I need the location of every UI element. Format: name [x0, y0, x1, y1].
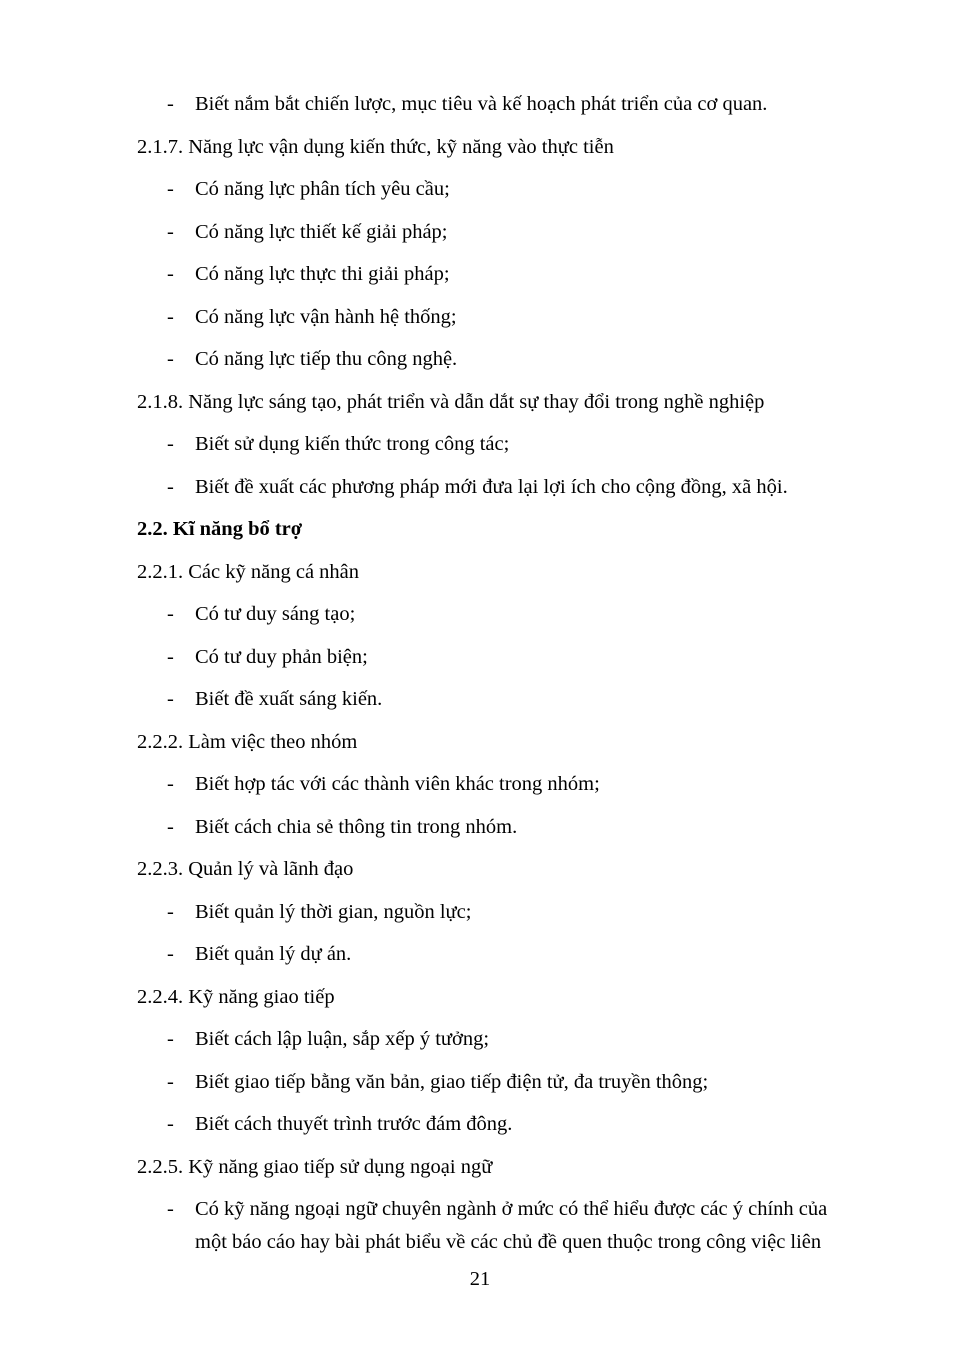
section-heading: 2.2. Kĩ năng bổ trợ	[137, 518, 303, 540]
bullet-dash: -	[167, 816, 174, 838]
list-item: Biết quản lý thời gian, nguồn lực;	[195, 901, 472, 923]
bullet-dash: -	[167, 476, 174, 498]
list-item: Biết nắm bắt chiến lược, mục tiêu và kế hoạch phát triển của cơ quan.	[195, 93, 768, 115]
bullet-dash: -	[167, 688, 174, 710]
list-item: Biết quản lý dự án.	[195, 943, 352, 965]
subsection-heading: 2.2.2. Làm việc theo nhóm	[137, 731, 358, 753]
list-item: Biết cách chia sẻ thông tin trong nhóm.	[195, 816, 518, 838]
bullet-dash: -	[167, 1113, 174, 1135]
list-item: Biết cách thuyết trình trước đám đông.	[195, 1113, 513, 1135]
subsection-heading: 2.2.1. Các kỹ năng cá nhân	[137, 561, 360, 583]
list-item: Biết đề xuất sáng kiến.	[195, 688, 383, 710]
list-item-continuation: một báo cáo hay bài phát biểu về các chủ đề quen thuộc trong công việc liên	[195, 1231, 822, 1253]
list-item: Có kỹ năng ngoại ngữ chuyên ngành ở mức có thể hiểu được các ý chính của	[195, 1198, 828, 1220]
bullet-dash: -	[167, 93, 174, 115]
list-item: Biết cách lập luận, sắp xếp ý tưởng;	[195, 1028, 490, 1050]
list-item: Biết sử dụng kiến thức trong công tác;	[195, 433, 510, 455]
list-item: Biết đề xuất các phương pháp mới đưa lại lợi ích cho cộng đồng, xã hội.	[195, 476, 788, 498]
subsection-heading: 2.2.3. Quản lý và lãnh đạo	[137, 858, 354, 880]
bullet-dash: -	[167, 901, 174, 923]
list-item: Có năng lực phân tích yêu cầu;	[195, 178, 450, 200]
list-item: Biết giao tiếp bằng văn bản, giao tiếp điện tử, đa truyền thông;	[195, 1071, 709, 1093]
list-item: Có tư duy phản biện;	[195, 646, 368, 668]
bullet-dash: -	[167, 773, 174, 795]
subsection-heading: 2.1.8. Năng lực sáng tạo, phát triển và dẫn dắt sự thay đổi trong nghề nghiệp	[137, 391, 765, 413]
list-item: Có tư duy sáng tạo;	[195, 603, 356, 625]
bullet-dash: -	[167, 348, 174, 370]
bullet-dash: -	[167, 943, 174, 965]
subsection-heading: 2.2.5. Kỹ năng giao tiếp sử dụng ngoại ngữ	[137, 1156, 493, 1178]
bullet-dash: -	[167, 646, 174, 668]
bullet-dash: -	[167, 178, 174, 200]
bullet-dash: -	[167, 263, 174, 285]
bullet-dash: -	[167, 603, 174, 625]
list-item: Có năng lực thực thi giải pháp;	[195, 263, 450, 285]
list-item: Biết hợp tác với các thành viên khác trong nhóm;	[195, 773, 600, 795]
bullet-dash: -	[167, 221, 174, 243]
bullet-dash: -	[167, 1071, 174, 1093]
page-number: 21	[469, 1268, 491, 1290]
subsection-heading: 2.1.7. Năng lực vận dụng kiến thức, kỹ năng vào thực tiễn	[137, 136, 614, 158]
list-item: Có năng lực vận hành hệ thống;	[195, 306, 457, 328]
bullet-dash: -	[167, 1198, 174, 1220]
list-item: Có năng lực tiếp thu công nghệ.	[195, 348, 458, 370]
subsection-heading: 2.2.4. Kỹ năng giao tiếp	[137, 986, 335, 1008]
bullet-dash: -	[167, 306, 174, 328]
bullet-dash: -	[167, 433, 174, 455]
list-item: Có năng lực thiết kế giải pháp;	[195, 221, 448, 243]
bullet-dash: -	[167, 1028, 174, 1050]
